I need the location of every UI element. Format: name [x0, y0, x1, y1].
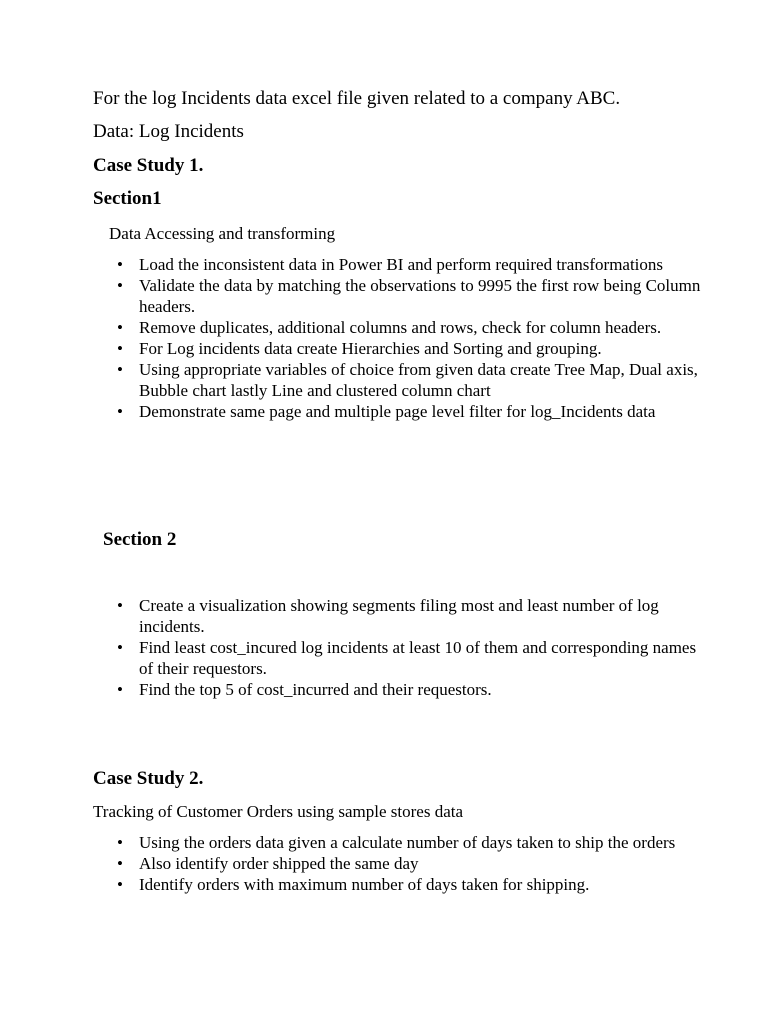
list-item: • Also identify order shipped the same day [0, 853, 768, 874]
bullet-icon: • [117, 360, 123, 379]
bullet-icon: • [117, 680, 123, 699]
bullet-icon: • [117, 875, 123, 894]
intro-line-1: For the log Incidents data excel file given related to a company ABC. [93, 88, 621, 109]
list-item: • For Log incidents data create Hierarchies and Sorting and grouping. [0, 338, 768, 359]
bullet-icon: • [117, 276, 123, 295]
bullet-icon: • [117, 402, 123, 421]
bullet-icon: • [117, 255, 123, 274]
list-item: • Demonstrate same page and multiple page level filter for log_Incidents data [0, 401, 768, 422]
list-item: • Using the orders data given a calculate number of days taken to ship the orders [0, 832, 768, 853]
list-item: • Find the top 5 of cost_incurred and their requestors. [0, 679, 768, 700]
list-item: • Using appropriate variables of choice from given data create Tree Map, Dual axis, Bubble chart lastly Line and clustered column chart [0, 359, 768, 401]
section-1-heading: Section1 [93, 188, 162, 209]
list-item: • Load the inconsistent data in Power BI and perform required transformations [0, 254, 768, 275]
case-study-2-bullet-list [0, 832, 768, 895]
bullet-icon: • [117, 854, 123, 873]
case-study-2-heading: Case Study 2. [93, 768, 204, 789]
intro-line-2: Data: Log Incidents [93, 121, 244, 142]
section-1-bullet-list [0, 254, 768, 422]
section-1-subtitle: Data Accessing and transforming [109, 224, 336, 243]
list-item: • Remove duplicates, additional columns and rows, check for column headers. [0, 317, 768, 338]
list-item: • Create a visualization showing segments filing most and least number of log incidents. [0, 595, 768, 637]
section-2-heading: Section 2 [103, 529, 177, 550]
bullet-icon: • [117, 339, 123, 358]
bullet-icon: • [117, 638, 123, 657]
list-item: • Identify orders with maximum number of days taken for shipping. [0, 874, 768, 895]
case-study-2-subtitle: Tracking of Customer Orders using sample stores data [93, 802, 464, 821]
bullet-icon: • [117, 318, 123, 337]
bullet-icon: • [117, 596, 123, 615]
list-item: • Find least cost_incured log incidents at least 10 of them and corresponding names of their requestors. [0, 637, 768, 679]
section-2-bullet-list [0, 595, 768, 700]
case-study-1-heading: Case Study 1. [93, 155, 204, 176]
bullet-icon: • [117, 833, 123, 852]
list-item: • Validate the data by matching the observations to 9995 the first row being Column headers. [0, 275, 768, 317]
